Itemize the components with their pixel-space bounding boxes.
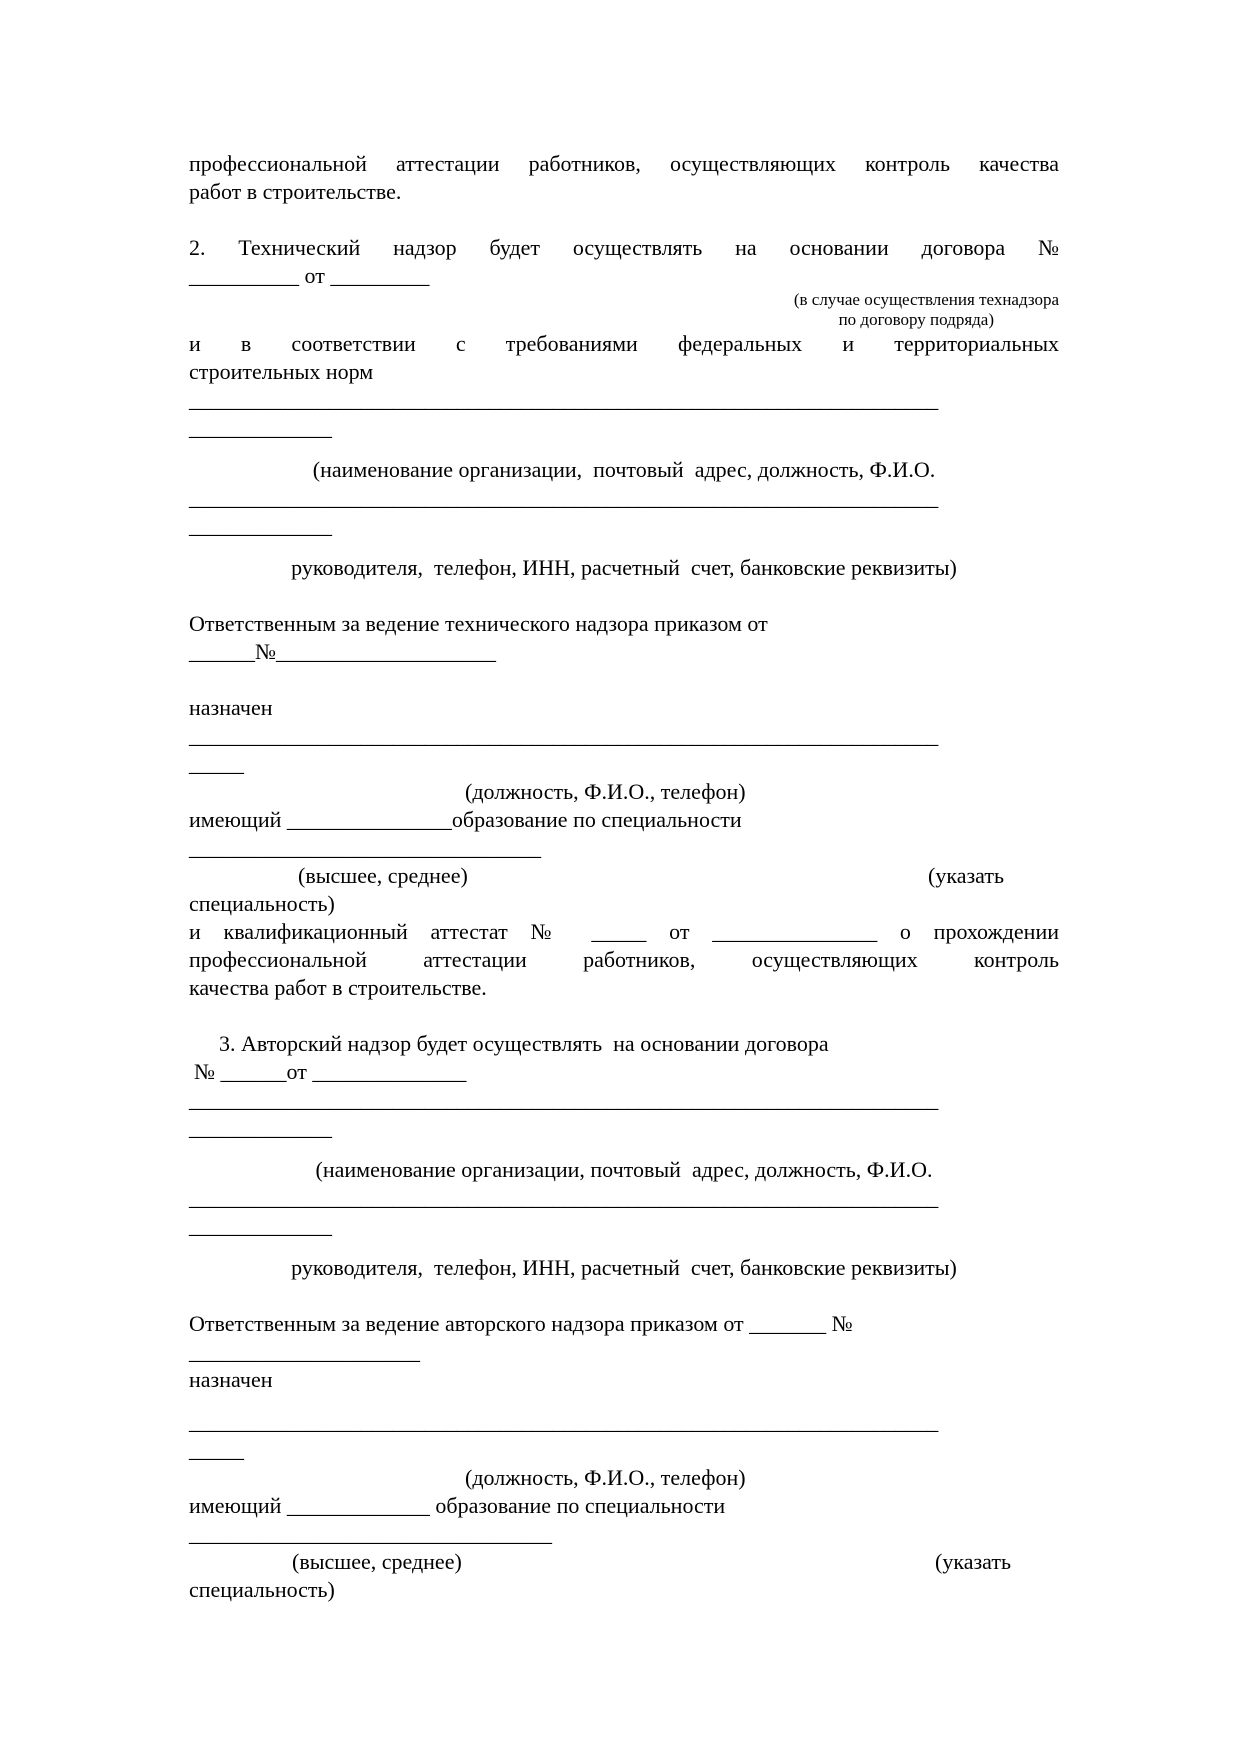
fill-line: ______________________________________________________________________: [189, 723, 939, 748]
fill-line: ______________________________________________________________________: [189, 1185, 939, 1210]
fill-line: ______________________________________________________________________: [189, 1409, 939, 1434]
fill-line: _____________: [189, 1115, 332, 1140]
field-caption-row: [189, 1548, 1059, 1576]
field-caption: специальность): [189, 891, 335, 916]
field-caption: (наименование организации, почтовый адрес, должность, Ф.И.О.: [315, 1157, 933, 1182]
text-line: имеющий _____________ образование по специальности: [189, 1493, 726, 1518]
field-caption: (наименование организации, почтовый адрес, должность, Ф.И.О.: [312, 457, 936, 482]
order-number-field: _____________________: [189, 1339, 420, 1364]
fill-line: _____________: [189, 415, 332, 440]
text-line: строительных норм: [189, 359, 374, 384]
section-3-heading: 3. Авторский надзор будет осуществлять на основании договора: [219, 1031, 829, 1056]
text-line: имеющий _______________образование по специальности: [189, 807, 742, 832]
field-caption: специальность): [189, 1577, 335, 1602]
field-caption-row: [189, 862, 1059, 890]
section-2-heading: 2. Технический надзор будет осуществлять на основании договора №: [189, 235, 1059, 260]
caption-note: по договору подряда): [838, 310, 994, 329]
field-caption: (должность, Ф.И.О., телефон): [465, 779, 746, 804]
contract-number-field: № ______от ______________: [194, 1059, 467, 1084]
text-line: работ в строительстве.: [189, 179, 402, 204]
fill-line: _____: [189, 1437, 244, 1462]
text-line: качества работ в строительстве.: [189, 975, 487, 1000]
text-line: Ответственным за ведение авторского надзора приказом от _______ №: [189, 1311, 853, 1336]
field-caption: (высшее, среднее): [292, 1549, 462, 1574]
field-caption: (должность, Ф.И.О., телефон): [465, 1465, 746, 1490]
caption-note: (в случае осуществления технадзора: [793, 290, 1059, 309]
fill-line: ______________________________________________________________________: [189, 485, 939, 510]
text-line: профессиональной аттестации работников, осуществляющих контроль: [189, 947, 1059, 972]
text-line: профессиональной аттестации работников, осуществляющих контроль качества: [189, 151, 1059, 176]
document-page: [189, 150, 1059, 1604]
text-line: и в соответствии с требованиями федеральных и территориальных: [189, 331, 1059, 356]
fill-line: ________________________________: [189, 835, 541, 860]
contract-number-field: __________ от _________: [189, 263, 430, 288]
field-caption: (указать: [935, 1549, 1011, 1574]
field-caption: руководителя, телефон, ИНН, расчетный счет, банковские реквизиты): [291, 1255, 957, 1280]
order-number-field: ______№____________________: [189, 639, 496, 664]
fill-line: _____________: [189, 513, 332, 538]
fill-line: _____________: [189, 1213, 332, 1238]
text-line: назначен: [189, 1367, 273, 1392]
field-caption: руководителя, телефон, ИНН, расчетный счет, банковские реквизиты): [291, 555, 957, 580]
fill-line: _____: [189, 751, 244, 776]
field-caption: (высшее, среднее): [298, 863, 468, 888]
text-line: Ответственным за ведение технического надзора приказом от: [189, 611, 768, 636]
fill-line: ______________________________________________________________________: [189, 1087, 939, 1112]
fill-line: _________________________________: [189, 1521, 552, 1546]
text-line: назначен: [189, 695, 273, 720]
text-line: и квалификационный аттестат № _____ от _______________ о прохождении: [189, 919, 1059, 944]
field-caption: (указать: [928, 863, 1004, 888]
fill-line: ______________________________________________________________________: [189, 387, 939, 412]
